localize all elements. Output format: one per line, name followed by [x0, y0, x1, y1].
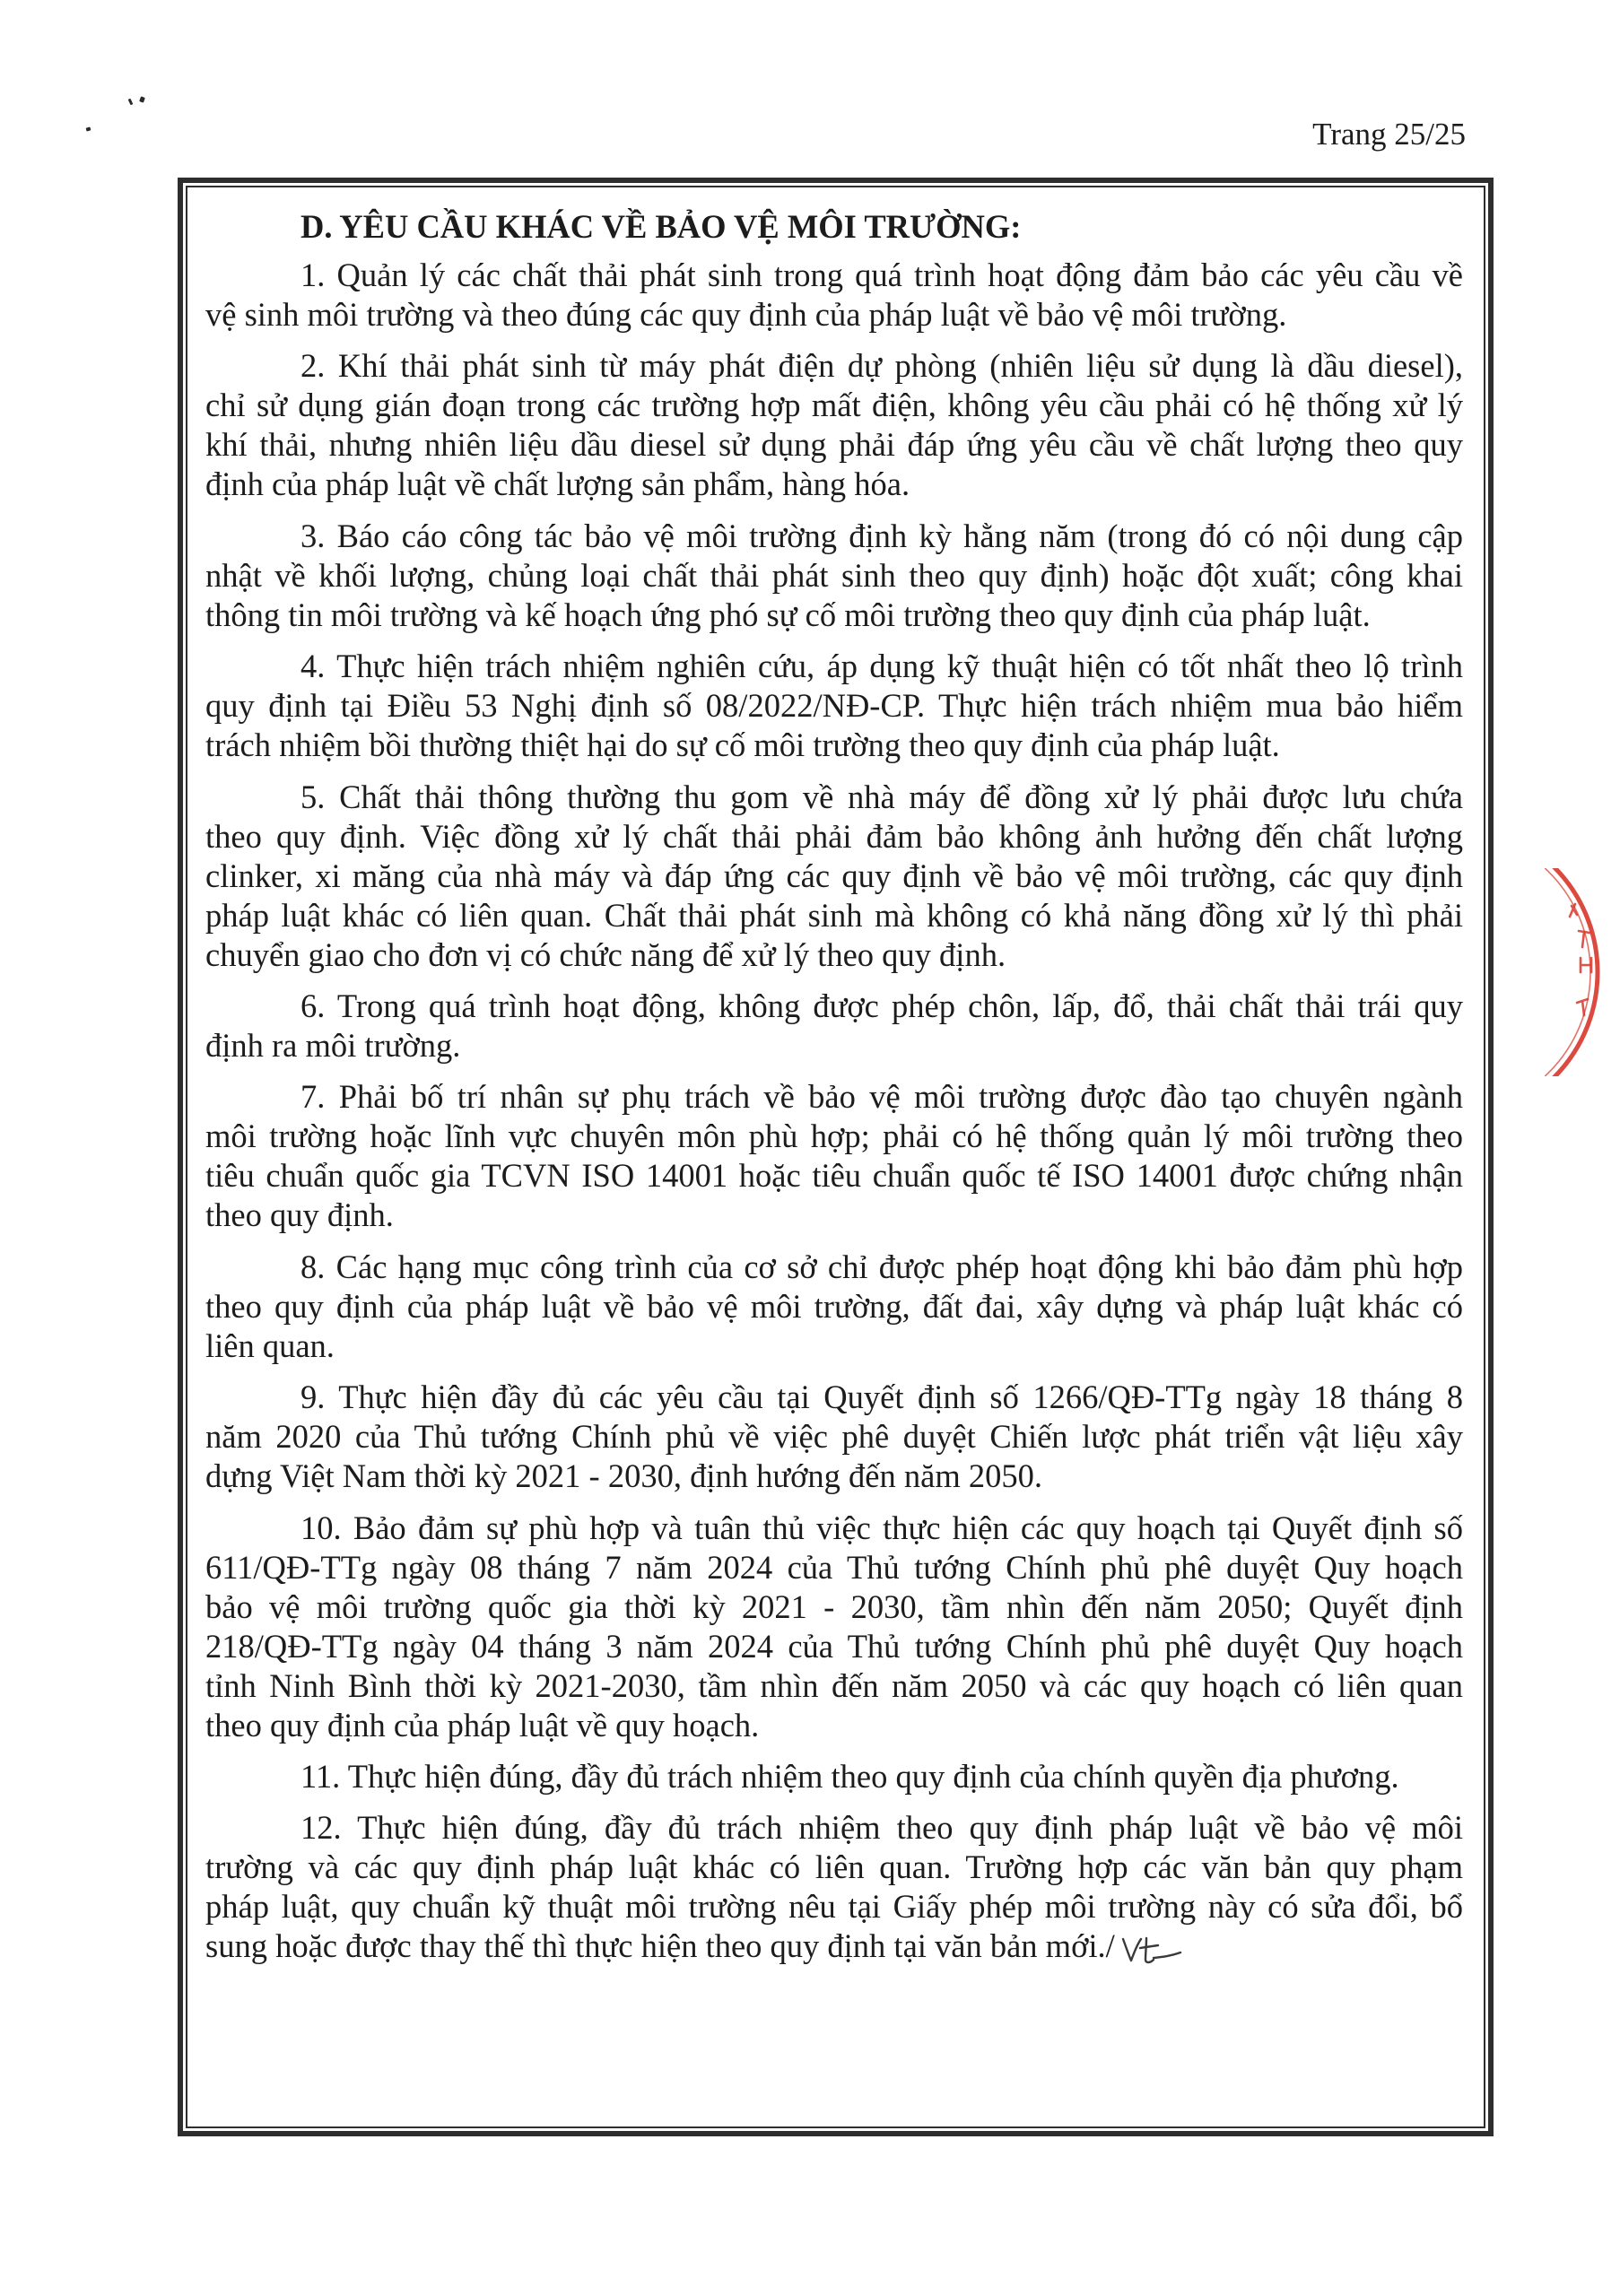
- paragraph-line: thông tin môi trường và kế hoạch ứng phó sự cố môi trường theo quy định của pháp luật.: [205, 596, 1371, 633]
- paragraph-line: 7. Phải bố trí nhân sự phụ trách về bảo vệ môi trường được đào tạo chuyên ngành: [300, 1078, 1463, 1116]
- paragraph-line: 3. Báo cáo công tác bảo vệ môi trường định kỳ hằng năm (trong đó có nội dung cập: [300, 517, 1463, 554]
- paragraph-line: nhật về khối lượng, chủng loại chất thải phát sinh theo quy định) hoặc đột xuất; công khai: [205, 556, 1463, 594]
- paragraph-line: tỉnh Ninh Bình thời kỳ 2021-2030, tầm nhìn đến năm 2050 và các quy hoạch có liên quan: [205, 1666, 1463, 1704]
- paragraph-line: bảo vệ môi trường quốc gia thời kỳ 2021 - 2030, tầm nhìn đến năm 2050; Quyết định: [205, 1587, 1463, 1625]
- scan-speck: [128, 99, 134, 106]
- paragraph-5: [205, 778, 1463, 975]
- paragraph-line: pháp luật, quy chuẩn kỹ thuật môi trường nêu tại Giấy phép môi trường này có sửa đổi, bổ: [205, 1888, 1463, 1926]
- paragraph-line: 8. Các hạng mục công trình của cơ sở chỉ được phép hoạt động khi bảo đảm phù hợp: [300, 1248, 1463, 1285]
- paragraph-2: [205, 346, 1463, 504]
- paragraph-6: [205, 987, 1463, 1065]
- paragraph-line: theo quy định. Việc đồng xử lý chất thải phải đảm bảo không ảnh hưởng đến chất lượng: [205, 817, 1463, 855]
- red-seal-fragment: [1545, 868, 1620, 1076]
- section-content: [205, 207, 1463, 1971]
- paragraph-line: 2. Khí thải phát sinh từ máy phát điện dự phòng (nhiên liệu sử dụng là dầu diesel),: [300, 347, 1463, 385]
- paragraph-line: chuyển giao cho đơn vị có chức năng để xử lý theo quy định.: [205, 935, 1006, 973]
- paragraph-4: [205, 647, 1463, 765]
- paragraph-line: môi trường hoặc lĩnh vực chuyên môn phù hợp; phải có hệ thống quản lý môi trường theo: [205, 1118, 1463, 1155]
- paragraph-line: 11. Thực hiện đúng, đầy đủ trách nhiệm theo quy định của chính quyền địa phương.: [300, 1757, 1399, 1795]
- scan-speck: [139, 96, 145, 102]
- paragraph-7: [205, 1077, 1463, 1235]
- paragraph-line: 6. Trong quá trình hoạt động, không được phép chôn, lấp, đổ, thải chất thải trái quy: [300, 987, 1463, 1024]
- paragraph-line: clinker, xi măng của nhà máy và đáp ứng các quy định về bảo vệ môi trường, các quy định: [205, 857, 1463, 894]
- paragraph-line: định của pháp luật về chất lượng sản phẩm, hàng hóa.: [205, 465, 910, 503]
- paragraph-line: định ra môi trường.: [205, 1026, 461, 1064]
- paragraph-line: 10. Bảo đảm sự phù hợp và tuân thủ việc thực hiện các quy hoạch tại Quyết định số: [300, 1509, 1463, 1546]
- paragraph-line: 5. Chất thải thông thường thu gom về nhà máy để đồng xử lý phải được lưu chứa: [300, 778, 1463, 815]
- paragraph-9: [205, 1378, 1463, 1496]
- paragraph-line: 611/QĐ-TTg ngày 08 tháng 7 năm 2024 của Thủ tướng Chính phủ phê duyệt Quy hoạch: [205, 1548, 1463, 1586]
- paragraph-line: 12. Thực hiện đúng, đầy đủ trách nhiệm theo quy định pháp luật về bảo vệ môi: [300, 1809, 1463, 1847]
- paragraph-line: trách nhiệm bồi thường thiệt hại do sự cố môi trường theo quy định của pháp luật.: [205, 726, 1280, 764]
- paragraph-10: [205, 1509, 1463, 1745]
- page-number: Trang 25/25: [1312, 117, 1466, 152]
- paragraph-line: 1. Quản lý các chất thải phát sinh trong quá trình hoạt động đảm bảo các yêu cầu về: [300, 257, 1463, 293]
- paragraph-line-text: sung hoặc được thay thế thì thực hiện theo quy định tại văn bản mới./: [205, 1927, 1115, 1965]
- paragraph-line: pháp luật khác có liên quan. Chất thải phát sinh mà không có khả năng đồng xử lý thì phải: [205, 896, 1463, 934]
- paragraph-line: dựng Việt Nam thời kỳ 2021 - 2030, định hướng đến năm 2050.: [205, 1457, 1042, 1495]
- paragraph-1: [205, 256, 1463, 335]
- paragraph-3: [205, 517, 1463, 635]
- paragraph-line: [205, 1926, 1463, 1971]
- paragraph-line: vệ sinh môi trường và theo đúng các quy định của pháp luật về bảo vệ môi trường.: [205, 296, 1287, 333]
- paragraph-12: [205, 1808, 1463, 1971]
- paragraph-8: [205, 1248, 1463, 1366]
- scan-speck: [86, 126, 91, 131]
- paragraph-line: theo quy định của pháp luật về quy hoạch.: [205, 1706, 760, 1744]
- paragraph-line: năm 2020 của Thủ tướng Chính phủ về việc phê duyệt Chiến lược phát triển vật liệu xây: [205, 1418, 1463, 1456]
- paragraph-line: 4. Thực hiện trách nhiệm nghiên cứu, áp dụng kỹ thuật hiện có tốt nhất theo lộ trình: [300, 648, 1463, 685]
- paragraph-line: khí thải, nhưng nhiên liệu dầu diesel sử dụng phải đáp ứng yêu cầu về chất lượng theo quy: [205, 426, 1463, 464]
- paragraph-11: [205, 1757, 1463, 1796]
- handwritten-initial: [1119, 1932, 1183, 1971]
- paragraph-line: liên quan.: [205, 1326, 335, 1364]
- paragraph-line: theo quy định của pháp luật về bảo vệ môi trường, đất đai, xây dựng và pháp luật khác có: [205, 1287, 1463, 1325]
- paragraph-line: 9. Thực hiện đầy đủ các yêu cầu tại Quyết định số 1266/QĐ-TTg ngày 18 tháng 8: [300, 1378, 1463, 1416]
- paragraph-line: trường và các quy định pháp luật khác có liên quan. Trường hợp các văn bản quy phạm: [205, 1848, 1463, 1886]
- paragraph-line: quy định tại Điều 53 Nghị định số 08/2022/NĐ-CP. Thực hiện trách nhiệm mua bảo hiểm: [205, 687, 1463, 725]
- paragraph-line: 218/QĐ-TTg ngày 04 tháng 3 năm 2024 của Thủ tướng Chính phủ phê duyệt Quy hoạch: [205, 1627, 1463, 1665]
- section-heading: D. YÊU CẦU KHÁC VỀ BẢO VỆ MÔI TRƯỜNG:: [300, 208, 1022, 245]
- paragraph-line: chỉ sử dụng gián đoạn trong các trường hợp mất điện, không yêu cầu phải có hệ thống xử lý: [205, 387, 1463, 424]
- paragraph-line: tiêu chuẩn quốc gia TCVN ISO 14001 hoặc tiêu chuẩn quốc tế ISO 14001 được chứng nhận: [205, 1157, 1463, 1195]
- paragraph-line: theo quy định.: [205, 1196, 394, 1234]
